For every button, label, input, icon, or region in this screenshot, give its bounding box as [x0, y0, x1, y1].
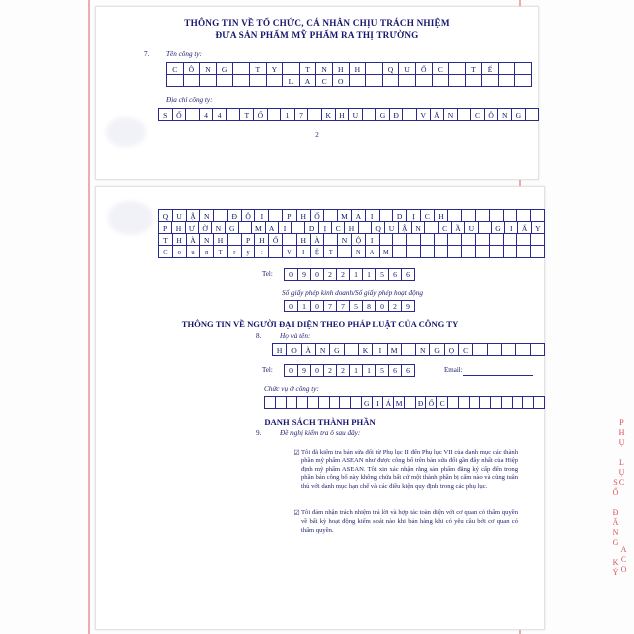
position-row[interactable]: [264, 396, 544, 409]
char-cell[interactable]: M: [379, 245, 394, 258]
item-9-label: Đề nghị kiểm tra ô sau đây:: [280, 428, 361, 437]
address-row-1[interactable]: [158, 108, 538, 121]
char-cell[interactable]: I: [365, 209, 380, 222]
char-cell[interactable]: 6: [401, 268, 415, 281]
char-cell[interactable]: Đ: [389, 108, 404, 121]
char-cell[interactable]: [514, 74, 532, 87]
char-cell[interactable]: 0: [284, 364, 298, 377]
license-row[interactable]: [284, 300, 544, 313]
char-cell[interactable]: U: [172, 209, 187, 222]
char-cell[interactable]: G: [491, 221, 505, 234]
char-cell[interactable]: H: [254, 233, 269, 246]
char-cell[interactable]: Ấ: [517, 221, 531, 234]
char-cell[interactable]: H: [272, 343, 287, 356]
char-cell[interactable]: Ă: [430, 108, 445, 121]
char-cell[interactable]: M: [337, 209, 352, 222]
email-input[interactable]: [463, 365, 533, 376]
document-title-line1: THÔNG TIN VỀ TỔ CHỨC, CÁ NHÂN CHỊU TRÁCH NHIỆM: [184, 18, 450, 28]
scan-smudge: [106, 117, 146, 147]
char-cell[interactable]: P: [158, 221, 172, 234]
document-title-line2: ĐƯA SẢN PHẨM MỸ PHẨM RA THỊ TRƯỜNG: [215, 30, 419, 40]
checkbox-2[interactable]: ☑: [293, 509, 300, 518]
char-cell[interactable]: Á: [382, 396, 394, 409]
char-cell[interactable]: [530, 245, 545, 258]
char-cell[interactable]: Ế: [481, 62, 499, 75]
char-cell[interactable]: H: [171, 221, 185, 234]
char-cell[interactable]: T: [239, 108, 254, 121]
char-cell[interactable]: N: [199, 62, 217, 75]
char-cell[interactable]: [249, 74, 267, 87]
char-cell[interactable]: C: [432, 62, 450, 75]
char-cell[interactable]: 1: [362, 364, 376, 377]
char-cell[interactable]: D: [392, 209, 407, 222]
checkbox-1-text: Tôi đã kiểm tra bản sửa đổi từ Phụ lục II đến Phụ lục VII của danh mục các thành phần mỹ phẩm ASEAN như được công bố trên bản sửa đổi gần đây nhất của Hiệp định mỹ phẩm ASEAN. Tôi xin xác nhận rằng sản phẩm đăng ký cấp đến trong phần bản công bố này không chứa bất cứ một thành phần bị cấm nào và cũng tuân thủ với danh mục hạn chế và các điều kiện quy định trong các phụ lục.: [301, 448, 518, 490]
char-cell[interactable]: Ị: [318, 221, 332, 234]
char-cell[interactable]: [448, 74, 466, 87]
checkbox-2-text: Tôi đảm nhận trách nhiệm trả lời và hợp tác toàn diện với cơ quan có thẩm quyền về bất kỳ hoạt động kiểm soát nào khi bản hàng khi có yêu cầu bởi cơ quan có thẩm quyền.: [301, 509, 518, 534]
address-boxes-bottom[interactable]: [96, 187, 544, 258]
char-cell[interactable]: 0: [375, 300, 389, 313]
char-cell[interactable]: G: [375, 108, 390, 121]
char-cell[interactable]: [266, 74, 284, 87]
char-cell[interactable]: Đ: [415, 396, 427, 409]
char-cell[interactable]: [447, 245, 462, 258]
char-cell[interactable]: H: [296, 233, 311, 246]
char-cell[interactable]: Ố: [310, 209, 325, 222]
char-cell[interactable]: [489, 245, 504, 258]
char-cell[interactable]: U: [464, 221, 478, 234]
char-cell[interactable]: Ộ: [351, 233, 366, 246]
rep-name-row[interactable]: [272, 343, 544, 356]
char-cell[interactable]: N: [415, 343, 430, 356]
char-cell[interactable]: N: [411, 221, 425, 234]
char-cell[interactable]: H: [349, 62, 367, 75]
char-cell[interactable]: Ầ: [451, 221, 465, 234]
char-cell[interactable]: P: [282, 209, 297, 222]
char-cell[interactable]: 4: [212, 108, 227, 121]
section-title-legal-rep: THÔNG TIN VỀ NGƯỜI ĐẠI DIỆN THEO PHÁP LUẬT CỦA CÔNG TY: [181, 319, 459, 329]
char-cell[interactable]: H: [213, 233, 228, 246]
char-cell[interactable]: [487, 343, 502, 356]
char-cell[interactable]: Ố: [415, 62, 433, 75]
char-cell[interactable]: [420, 245, 435, 258]
char-cell[interactable]: S: [158, 108, 173, 121]
char-cell[interactable]: À: [310, 233, 325, 246]
char-cell[interactable]: I: [278, 221, 292, 234]
char-cell[interactable]: [232, 74, 250, 87]
char-cell[interactable]: T: [323, 245, 338, 258]
char-cell[interactable]: P: [241, 233, 256, 246]
char-cell[interactable]: [166, 74, 184, 87]
char-cell[interactable]: T: [158, 233, 173, 246]
char-cell[interactable]: M: [393, 396, 405, 409]
char-cell[interactable]: :: [254, 245, 269, 258]
char-cell[interactable]: Ờ: [198, 221, 212, 234]
char-cell[interactable]: N: [315, 62, 333, 75]
char-cell[interactable]: [503, 245, 518, 258]
char-cell[interactable]: 7: [294, 108, 309, 121]
char-cell[interactable]: 0: [284, 268, 298, 281]
address-boxes-top[interactable]: [96, 108, 538, 121]
char-cell[interactable]: [533, 396, 545, 409]
char-cell[interactable]: 1: [280, 108, 295, 121]
char-cell[interactable]: 0: [310, 268, 324, 281]
char-cell[interactable]: Ệ: [310, 245, 325, 258]
char-cell[interactable]: N: [199, 209, 214, 222]
char-cell[interactable]: 6: [388, 364, 402, 377]
char-cell[interactable]: [406, 245, 421, 258]
char-cell[interactable]: 1: [349, 364, 363, 377]
address-row-5[interactable]: [158, 245, 544, 258]
margin-stamp-bottom: ACO: [619, 545, 628, 575]
char-cell[interactable]: 0: [310, 364, 324, 377]
char-cell[interactable]: [216, 74, 234, 87]
char-cell[interactable]: [432, 74, 450, 87]
char-cell[interactable]: 1: [362, 268, 376, 281]
company-name-label-row: [96, 50, 538, 58]
char-cell[interactable]: [362, 108, 377, 121]
char-cell[interactable]: O: [286, 343, 301, 356]
char-cell[interactable]: Ố: [172, 108, 187, 121]
char-cell[interactable]: I: [504, 221, 518, 234]
char-cell[interactable]: H: [332, 62, 350, 75]
char-cell[interactable]: [337, 245, 352, 258]
char-cell[interactable]: Ậ: [186, 209, 201, 222]
char-cell[interactable]: C: [331, 221, 345, 234]
char-cell[interactable]: Ư: [185, 221, 199, 234]
char-cell[interactable]: A: [299, 74, 317, 87]
char-cell[interactable]: 5: [375, 268, 389, 281]
margin-stamp-middle: SỐ ĐĂNG KÝ: [611, 478, 620, 578]
char-cell[interactable]: [475, 245, 490, 258]
char-cell[interactable]: N: [315, 343, 330, 356]
char-cell[interactable]: G: [511, 108, 526, 121]
char-cell[interactable]: N: [211, 221, 225, 234]
char-cell[interactable]: Ô: [484, 108, 499, 121]
char-cell[interactable]: [530, 343, 545, 356]
char-cell[interactable]: Ô: [183, 62, 201, 75]
char-cell[interactable]: 1: [297, 300, 311, 313]
char-cell[interactable]: [268, 245, 283, 258]
char-cell[interactable]: I: [296, 245, 311, 258]
char-cell[interactable]: C: [436, 396, 448, 409]
char-cell[interactable]: o: [172, 245, 187, 258]
char-cell[interactable]: Q: [382, 62, 400, 75]
char-cell[interactable]: [382, 74, 400, 87]
char-cell[interactable]: I: [372, 343, 387, 356]
char-cell[interactable]: Ị: [406, 209, 421, 222]
char-cell[interactable]: T: [299, 62, 317, 75]
char-cell[interactable]: [461, 245, 476, 258]
char-cell[interactable]: [199, 74, 217, 87]
char-cell[interactable]: N: [443, 108, 458, 121]
char-cell[interactable]: [465, 74, 483, 87]
rep-tel-row[interactable]: [96, 364, 544, 377]
char-cell[interactable]: 9: [401, 300, 415, 313]
tel-row[interactable]: [96, 268, 544, 281]
char-cell[interactable]: [472, 343, 487, 356]
char-cell[interactable]: [183, 74, 201, 87]
char-cell[interactable]: Q: [158, 209, 173, 222]
char-cell[interactable]: 7: [336, 300, 350, 313]
char-cell[interactable]: [501, 343, 516, 356]
char-cell[interactable]: [415, 74, 433, 87]
char-cell[interactable]: D: [304, 221, 318, 234]
char-cell[interactable]: 9: [297, 268, 311, 281]
document-sheet-top: [95, 6, 539, 180]
char-cell[interactable]: I: [365, 233, 380, 246]
char-cell[interactable]: A: [351, 209, 366, 222]
char-cell[interactable]: 6: [388, 268, 402, 281]
char-cell[interactable]: Y: [266, 62, 284, 75]
char-cell[interactable]: [349, 74, 367, 87]
address-label-row: [96, 96, 538, 104]
char-cell[interactable]: 2: [323, 364, 337, 377]
checkbox-block-2[interactable]: [96, 509, 544, 535]
checkbox-1[interactable]: ☑: [293, 448, 300, 457]
char-cell[interactable]: Ố: [425, 396, 437, 409]
char-cell[interactable]: [434, 245, 449, 258]
item-9-number: 9.: [256, 428, 262, 437]
char-cell[interactable]: Q: [371, 221, 385, 234]
char-cell[interactable]: Y: [531, 221, 545, 234]
position-boxes[interactable]: [96, 396, 544, 409]
tel-boxes[interactable]: [284, 268, 414, 281]
char-cell[interactable]: H: [172, 233, 187, 246]
position-label: Chức vụ ở công ty:: [264, 384, 319, 393]
char-cell[interactable]: 5: [349, 300, 363, 313]
company-name-boxes[interactable]: [96, 62, 538, 87]
page-number: 2: [315, 131, 319, 139]
char-cell[interactable]: C: [166, 62, 184, 75]
char-cell[interactable]: U: [384, 221, 398, 234]
char-cell[interactable]: N: [337, 233, 352, 246]
address-label: Địa chỉ công ty:: [166, 96, 213, 104]
char-cell[interactable]: C: [470, 108, 485, 121]
char-cell[interactable]: H: [344, 221, 358, 234]
char-cell[interactable]: 1: [349, 268, 363, 281]
char-cell[interactable]: N: [199, 233, 214, 246]
char-cell[interactable]: [307, 108, 322, 121]
char-cell[interactable]: Đ: [227, 209, 242, 222]
char-cell[interactable]: [525, 108, 540, 121]
char-cell[interactable]: [392, 245, 407, 258]
char-cell[interactable]: T: [249, 62, 267, 75]
char-cell[interactable]: A: [265, 221, 279, 234]
char-cell[interactable]: 2: [336, 364, 350, 377]
char-cell[interactable]: O: [332, 74, 350, 87]
char-cell[interactable]: Ọ: [444, 343, 459, 356]
char-cell[interactable]: G: [329, 343, 344, 356]
char-cell[interactable]: Ố: [268, 233, 283, 246]
char-cell[interactable]: C: [438, 221, 452, 234]
char-cell[interactable]: [457, 108, 472, 121]
item-8-number: 8.: [256, 332, 262, 340]
checkbox-block-1[interactable]: [96, 449, 544, 492]
char-cell[interactable]: 2: [336, 268, 350, 281]
item-7-number: 7.: [144, 50, 150, 58]
char-cell[interactable]: V: [282, 245, 297, 258]
char-cell[interactable]: [267, 108, 282, 121]
char-cell[interactable]: T: [465, 62, 483, 75]
scan-smudge-2: [108, 201, 153, 235]
char-cell[interactable]: [516, 245, 531, 258]
char-cell[interactable]: À: [301, 343, 316, 356]
char-cell[interactable]: 9: [297, 364, 311, 377]
document-sheet-bottom: [95, 186, 545, 630]
char-cell[interactable]: N: [351, 245, 366, 258]
rep-name-label-row: [96, 332, 544, 340]
char-cell[interactable]: C: [420, 209, 435, 222]
char-cell[interactable]: [401, 343, 416, 356]
char-cell[interactable]: 0: [284, 300, 298, 313]
tel-label: Tel:: [262, 270, 273, 279]
company-name-label: Tên công ty:: [166, 50, 202, 58]
item-9-row: [96, 429, 544, 437]
char-cell[interactable]: C: [458, 343, 473, 356]
section-title-members: DANH SÁCH THÀNH PHẦN: [264, 416, 376, 427]
char-cell[interactable]: y: [241, 245, 256, 258]
char-cell[interactable]: A: [365, 245, 380, 258]
rep-tel-label: Tel:: [262, 366, 273, 375]
char-cell[interactable]: 0: [310, 300, 324, 313]
char-cell[interactable]: G: [225, 221, 239, 234]
char-cell[interactable]: [344, 343, 359, 356]
char-cell[interactable]: 6: [401, 364, 415, 377]
char-cell[interactable]: I: [372, 396, 384, 409]
char-cell[interactable]: M: [251, 221, 265, 234]
license-boxes[interactable]: [96, 300, 544, 313]
margin-stamp-top: PHỤ LỤC: [617, 418, 626, 488]
margin-red-line-left: [88, 0, 90, 634]
char-cell[interactable]: H: [296, 209, 311, 222]
char-cell[interactable]: C: [158, 245, 173, 258]
char-cell[interactable]: M: [387, 343, 402, 356]
char-cell[interactable]: [185, 108, 200, 121]
char-cell[interactable]: r: [227, 245, 242, 258]
char-cell[interactable]: K: [321, 108, 336, 121]
char-cell[interactable]: H: [335, 108, 350, 121]
char-cell[interactable]: Ổ: [253, 108, 268, 121]
char-cell[interactable]: U: [398, 62, 416, 75]
company-name-row-2[interactable]: [166, 74, 538, 87]
char-cell[interactable]: u: [186, 245, 201, 258]
char-cell[interactable]: N: [497, 108, 512, 121]
char-cell[interactable]: [481, 74, 499, 87]
char-cell[interactable]: H: [434, 209, 449, 222]
char-cell[interactable]: Ậ: [398, 221, 412, 234]
char-cell[interactable]: Ộ: [241, 209, 256, 222]
char-cell[interactable]: [398, 74, 416, 87]
char-cell[interactable]: À: [186, 233, 201, 246]
char-cell[interactable]: V: [416, 108, 431, 121]
char-cell[interactable]: L: [282, 74, 300, 87]
char-cell[interactable]: G: [216, 62, 234, 75]
char-cell[interactable]: C: [315, 74, 333, 87]
char-cell[interactable]: 2: [323, 268, 337, 281]
char-cell[interactable]: n: [199, 245, 214, 258]
char-cell[interactable]: [498, 74, 516, 87]
rep-tel-boxes[interactable]: [284, 364, 414, 377]
rep-name-label: Họ và tên:: [280, 332, 311, 340]
char-cell[interactable]: G: [429, 343, 444, 356]
rep-name-boxes[interactable]: [96, 343, 544, 356]
char-cell[interactable]: G: [361, 396, 373, 409]
char-cell[interactable]: 8: [362, 300, 376, 313]
char-cell[interactable]: T: [213, 245, 228, 258]
char-cell[interactable]: [515, 343, 530, 356]
char-cell[interactable]: U: [348, 108, 363, 121]
email-label: Email:: [444, 366, 463, 375]
char-cell[interactable]: 4: [199, 108, 214, 121]
char-cell[interactable]: 2: [388, 300, 402, 313]
char-cell[interactable]: I: [254, 209, 269, 222]
char-cell[interactable]: [402, 108, 417, 121]
char-cell[interactable]: [226, 108, 241, 121]
char-cell[interactable]: 5: [375, 364, 389, 377]
char-cell[interactable]: 7: [323, 300, 337, 313]
char-cell[interactable]: K: [358, 343, 373, 356]
license-label: Số giấy phép kinh doanh/Số giấy phép hoạt động: [282, 288, 423, 297]
char-cell[interactable]: [365, 74, 383, 87]
